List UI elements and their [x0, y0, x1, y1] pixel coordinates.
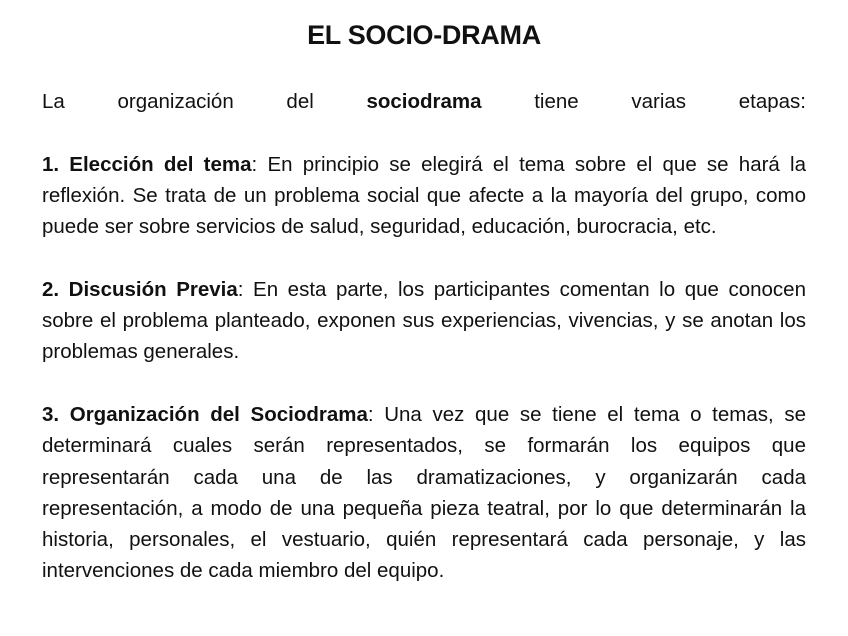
stage-2-text: : En esta parte, los participantes comentan lo que conocen sobre el problema planteado, exponen sus experiencias, vivencias, y se anotan los problemas generales.: [42, 277, 806, 364]
stage-2-paragraph: [42, 274, 806, 368]
paragraph-spacer: [42, 117, 806, 148]
stage-1-text: : En principio se elegirá el tema sobre el que se hará la reflexión. Se trata de un problema social que afecte a la mayoría del grupo, como puede ser sobre servicios de salud, seguridad, educación, burocracia, etc.: [42, 152, 806, 239]
intro-text-end: tiene varias etapas:: [481, 90, 806, 113]
stage-3-heading: 3. Organización del Sociodrama: [42, 402, 368, 426]
stage-1-heading: 1. Elección del tema: [42, 152, 252, 176]
paragraph-spacer: [42, 368, 806, 399]
stage-1-paragraph: [42, 149, 806, 243]
intro-text-start: La organización del: [42, 90, 367, 113]
slide-title: EL SOCIO-DRAMA: [307, 20, 541, 50]
slide-body: [42, 86, 806, 587]
stage-3-text: : Una vez que se tiene el tema o temas, se determinará cuales serán representados, se formarán los equipos que representarán cada una de las dramatizaciones, y organizarán cada representación, a modo de una pequeña pieza teatral, por lo que determinarán la historia, personales, el vestuario, quién representará cada personaje, y las intervenciones de cada miembro del equipo.: [42, 402, 806, 583]
paragraph-spacer: [42, 242, 806, 273]
stage-2-heading: 2. Discusión Previa: [42, 277, 238, 301]
stage-3-paragraph: [42, 399, 806, 587]
intro-paragraph: [42, 86, 806, 117]
intro-keyword: sociodrama: [366, 90, 482, 113]
